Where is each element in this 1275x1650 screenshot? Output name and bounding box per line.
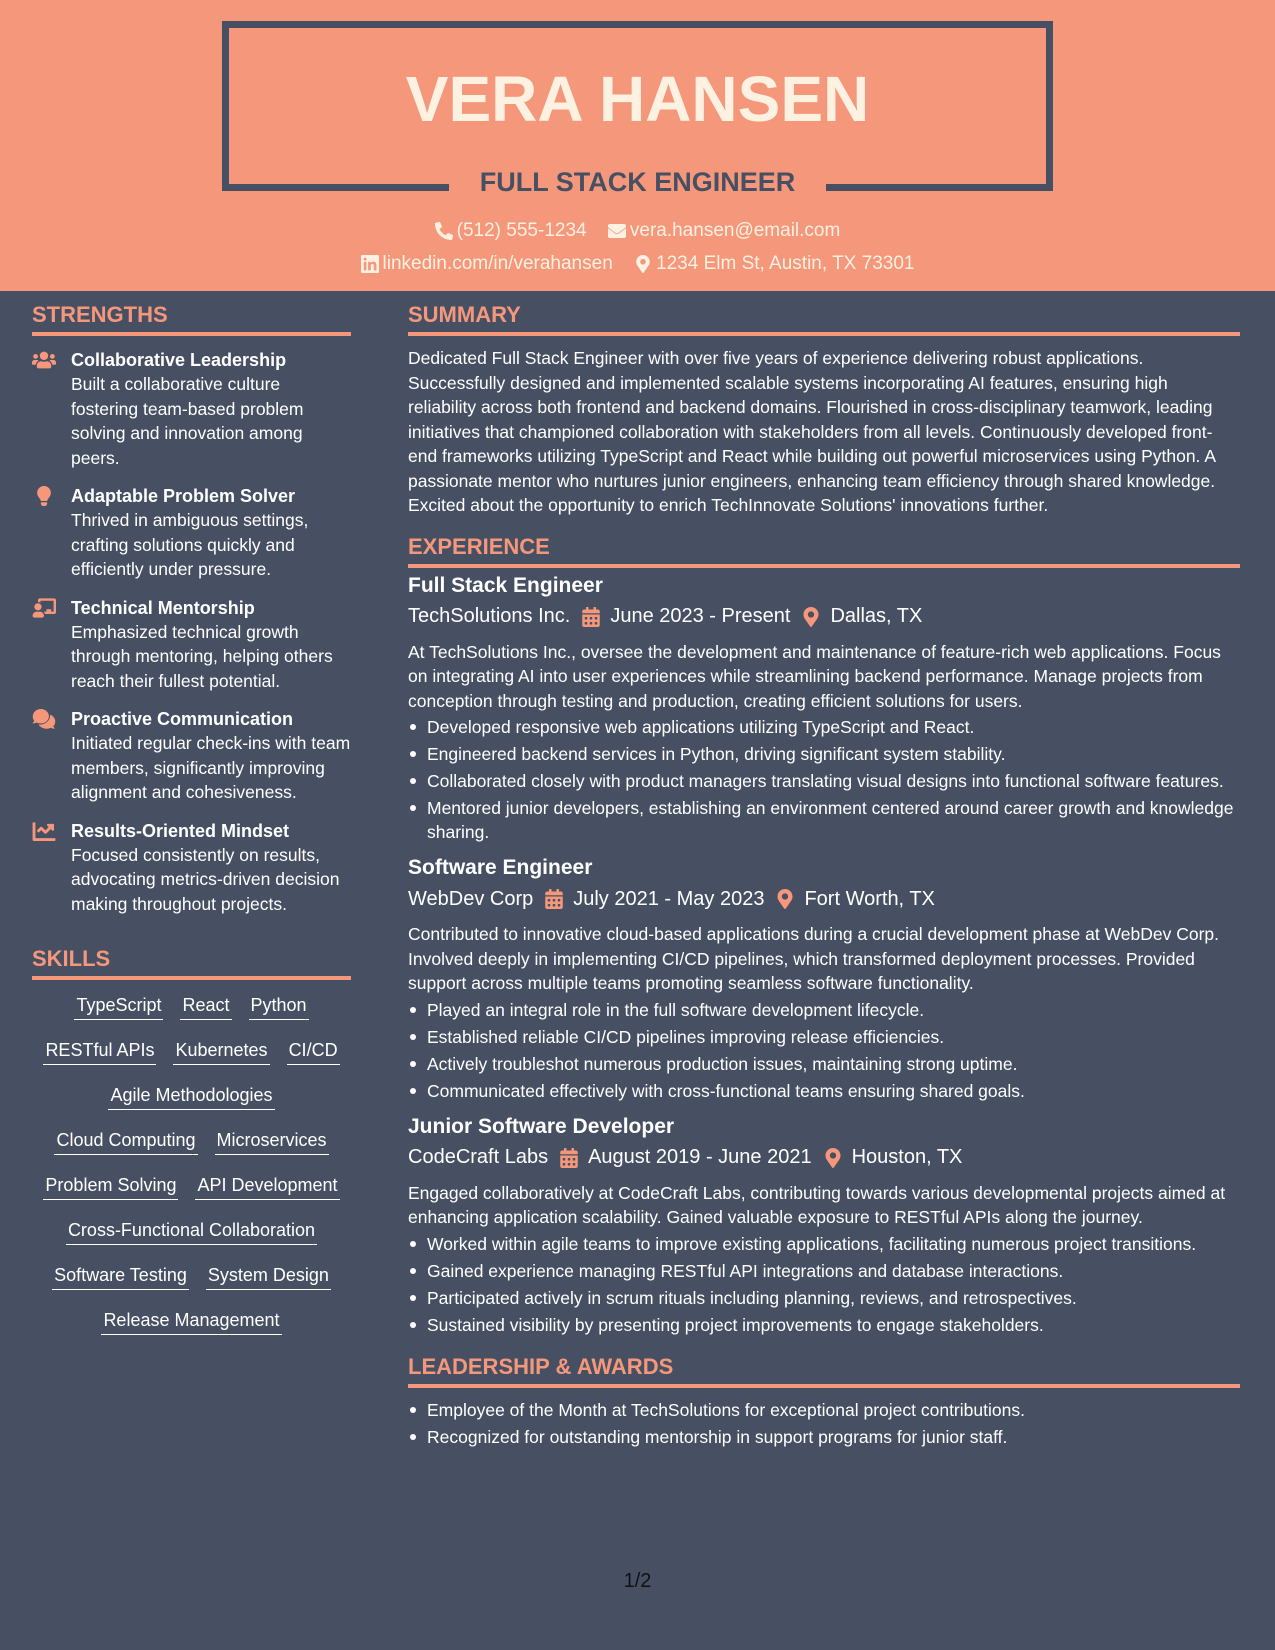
skill-tag: Problem Solving	[43, 1174, 178, 1200]
list-item: Sustained visibility by presenting project improvements to engage stakeholders.	[408, 1313, 1240, 1337]
header-banner	[0, 0, 1275, 291]
strength-item	[32, 484, 351, 582]
strength-item	[32, 707, 351, 805]
strength-item	[32, 819, 351, 917]
address-contact	[634, 253, 914, 275]
chalkboard-teacher-icon	[32, 598, 56, 618]
job-description: Engaged collaboratively at CodeCraft Labs, contributing towards various developmental projects aimed at enhancing application scalability. Gained valuable exposure to RESTful APIs along the journey.	[408, 1182, 1226, 1227]
skill-row	[32, 1309, 351, 1354]
job-description: At TechSolutions Inc., oversee the development and maintenance of feature-rich web applications. Focus on integrating AI into user experiences while streamlining backend performance. Manage projects from conception through testing and production, creating efficient solutions for users.	[408, 641, 1221, 711]
skill-row	[32, 1129, 351, 1174]
skill-row	[32, 994, 351, 1039]
strength-desc: Built a collaborative culture fostering team-based problem solving and innovation among peers.	[71, 374, 304, 468]
calendar-icon	[560, 1148, 578, 1168]
skill-tag: Cloud Computing	[54, 1129, 197, 1155]
list-item: Recognized for outstanding mentorship in support programs for junior staff.	[408, 1425, 1240, 1449]
linkedin-icon	[361, 255, 379, 273]
skill-row	[32, 1264, 351, 1309]
list-item: Established reliable CI/CD pipelines improving release efficiencies.	[408, 1025, 1240, 1049]
contact-line-1	[0, 220, 1275, 246]
job-entry	[408, 572, 1240, 845]
job-company: CodeCraft Labs	[408, 1146, 549, 1168]
skills-list	[32, 994, 351, 1354]
job-company: WebDev Corp	[408, 887, 534, 910]
skills-heading: SKILLS	[32, 946, 351, 980]
users-icon	[32, 350, 56, 370]
skill-tag: React	[180, 994, 231, 1020]
map-marker-icon	[802, 607, 820, 627]
summary-text: Dedicated Full Stack Engineer with over five years of experience delivering robust applications. Successfully designed and implemented scalable systems incorporating AI features, ensuring high reliability across both frontend and backend domains. Flourished in cross-disciplinary teamwork, leading initiatives that championed collaboration with stakeholders from all levels. Continuously developed front-end frameworks utilizing TypeScript and React while building out powerful microservices using Python. A passionate mentor who nurtures junior engineers, enhancing team efficiency through shared knowledge. Excited about the opportunity to enrich TechInnovate Solutions' innovations further.	[408, 348, 1216, 515]
job-meta	[408, 602, 1240, 632]
calendar-icon	[582, 607, 600, 627]
list-item: Mentored junior developers, establishing an environment centered around career growth and knowledge sharing.	[408, 796, 1240, 844]
strength-desc: Thrived in ambiguous settings, crafting solutions quickly and efficiently under pressure.	[71, 510, 309, 579]
skill-tag: Kubernetes	[173, 1039, 269, 1065]
skill-tag: API Development	[195, 1174, 339, 1200]
skill-tag: CI/CD	[287, 1039, 340, 1065]
job-entry	[408, 854, 1240, 1103]
strength-title: Collaborative Leadership	[71, 350, 287, 370]
job-title: Software Engineer	[408, 856, 593, 879]
strengths-heading: STRENGTHS	[32, 302, 351, 336]
skill-tag: TypeScript	[74, 994, 163, 1020]
map-marker-icon	[824, 1148, 842, 1168]
phone-text: (512) 555-1234	[456, 220, 587, 241]
strength-title: Adaptable Problem Solver	[71, 486, 296, 506]
skill-tag: Cross-Functional Collaboration	[66, 1219, 317, 1245]
map-marker-icon	[634, 255, 652, 273]
skill-tag: Release Management	[101, 1309, 281, 1335]
experience-heading: EXPERIENCE	[408, 534, 1240, 568]
job-meta	[408, 884, 1240, 914]
list-item: Actively troubleshot numerous production issues, maintaining strong uptime.	[408, 1052, 1240, 1076]
job-bullets	[408, 1232, 1240, 1337]
job-bullets	[408, 715, 1240, 844]
list-item: Played an integral role in the full software development lifecycle.	[408, 998, 1240, 1022]
linkedin-contact[interactable]	[361, 253, 613, 275]
phone-icon	[435, 222, 453, 240]
job-entry	[408, 1113, 1240, 1337]
envelope-icon	[608, 222, 626, 240]
job-location: Fort Worth, TX	[804, 887, 935, 910]
summary-heading: SUMMARY	[408, 302, 1240, 336]
job-bullets	[408, 998, 1240, 1103]
left-column	[32, 302, 351, 1354]
skill-row	[32, 1084, 351, 1129]
linkedin-text: linkedin.com/in/verahansen	[382, 253, 613, 274]
skill-tag: Python	[249, 994, 309, 1020]
contact-line-2	[0, 253, 1275, 279]
list-item: Gained experience managing RESTful API integrations and database interactions.	[408, 1259, 1240, 1283]
job-title: Full Stack Engineer	[408, 573, 603, 597]
chart-line-icon	[32, 821, 56, 841]
job-meta	[408, 1143, 1240, 1173]
job-location: Houston, TX	[851, 1146, 963, 1168]
job-dates: June 2023 - Present	[610, 605, 791, 627]
awards-list	[408, 1398, 1240, 1449]
map-marker-icon	[776, 889, 794, 909]
candidate-name: VERA HANSEN	[405, 63, 870, 135]
awards-heading: LEADERSHIP & AWARDS	[408, 1354, 1240, 1388]
skill-tag: Microservices	[215, 1129, 329, 1155]
list-item: Engineered backend services in Python, driving significant system stability.	[408, 742, 1240, 766]
job-description: Contributed to innovative cloud-based applications during a crucial development phase at WebDev Corp. Involved deeply in implementing CI/CD pipelines, which transformed deployment processes. Provided support across multiple teams promoting seamless software functionality.	[408, 924, 1219, 993]
skill-row	[32, 1219, 351, 1264]
job-location: Dallas, TX	[830, 605, 923, 627]
job-company: TechSolutions Inc.	[408, 605, 571, 627]
comments-icon	[32, 709, 56, 729]
skill-tag: Agile Methodologies	[108, 1084, 274, 1110]
strength-title: Technical Mentorship	[71, 597, 255, 618]
strength-title: Proactive Communication	[71, 709, 294, 729]
list-item: Communicated effectively with cross-functional teams ensuring shared goals.	[408, 1079, 1240, 1103]
job-role-title: FULL STACK ENGINEER	[479, 167, 796, 197]
lightbulb-icon	[32, 486, 56, 506]
strength-item	[32, 596, 351, 694]
job-dates: July 2021 - May 2023	[573, 887, 765, 910]
strength-item	[32, 348, 351, 470]
skill-row	[32, 1174, 351, 1219]
strength-desc: Emphasized technical growth through mentoring, helping others reach their fullest potential.	[71, 621, 333, 691]
right-column	[408, 302, 1240, 1452]
job-dates: August 2019 - June 2021	[588, 1146, 812, 1168]
list-item: Developed responsive web applications utilizing TypeScript and React.	[408, 715, 1240, 739]
job-title: Junior Software Developer	[408, 1114, 675, 1138]
list-item: Employee of the Month at TechSolutions for exceptional project contributions.	[408, 1398, 1240, 1422]
list-item: Worked within agile teams to improve existing applications, facilitating numerous project transitions.	[408, 1232, 1240, 1256]
skill-row	[32, 1039, 351, 1084]
skill-tag: RESTful APIs	[43, 1039, 156, 1065]
skill-tag: System Design	[206, 1264, 331, 1290]
phone-contact[interactable]	[435, 220, 587, 242]
skill-tag: Software Testing	[52, 1264, 189, 1290]
strength-title: Results-Oriented Mindset	[71, 820, 290, 841]
list-item: Collaborated closely with product managers translating visual designs into functional software features.	[408, 769, 1240, 793]
strength-desc: Focused consistently on results, advocating metrics-driven decision making throughout projects.	[71, 844, 340, 914]
email-contact[interactable]	[608, 220, 840, 242]
list-item: Participated actively in scrum rituals including planning, reviews, and retrospectives.	[408, 1286, 1240, 1310]
address-text: 1234 Elm St, Austin, TX 73301	[656, 253, 915, 274]
page-number: 1/2	[623, 1570, 652, 1592]
calendar-icon	[545, 889, 563, 909]
email-text: vera.hansen@email.com	[629, 220, 841, 241]
strength-desc: Initiated regular check-ins with team members, significantly improving alignment and cohesiveness.	[71, 733, 351, 802]
